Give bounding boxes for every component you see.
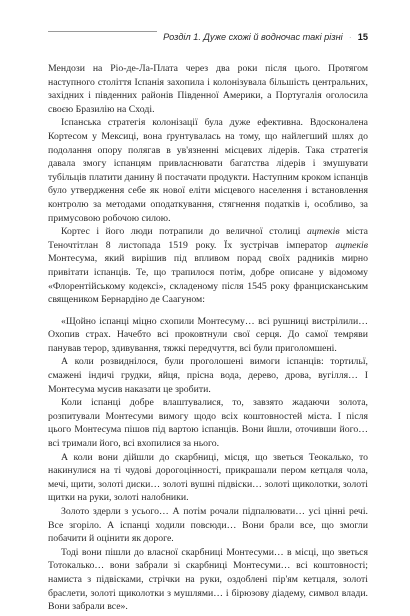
header-separator: · — [348, 32, 352, 42]
aztecs-term: ацтеків — [306, 226, 340, 238]
aztecs-term: ацтеків — [335, 239, 368, 251]
paragraph-cortes-part: Монтесума, який вирішив під впливом порад своїх радників мирно привітати іспанців. Те, що трапилося потім, добре описане у відомому «Флорентійському кодексі», складеному після 1545 року францисканським священиком Бернардіно де Саагуном: — [48, 253, 368, 306]
quote-paragraph: «Щойно іспанці міцно схопили Монтесуму… всі рушниці вистрілили… Охопив страх. Начебто всі проковтнули свої серця. До самої темряви панував терор, здивування, тяжкі передчуття, всі були приголомшені. — [48, 315, 368, 354]
quote-paragraph: А коли розвиднілося, були проголошені вимоги іспанців: тортильї, смажені індичі грудки, яйця, прісна вода, дерево, дрова, вугілля… І Монтесума мусив наказати це зробити. — [48, 356, 368, 395]
paragraph-strategy: Іспанська стратегія колонізації була дуже ефективна. Вдосконалена Кортесом у Мексиці, вона ґрунтувалась на тому, що найлегший шлях до подолання опору полягав в ув'язненні місцевих лідерів. Така стратегія давала змогу іспанцям привласнювати багатства лідерів і змушувати тубільців платити данину й постачати продукти. Наступним кроком іспанців було утвердження себе як нової еліти місцевого населення і встановлення контролю за методами оподаткування, стягнення податків і, особливо, за примусовою робочою силою. — [48, 117, 368, 224]
header-label — [157, 29, 368, 45]
running-header — [0, 0, 410, 52]
page-body — [48, 62, 368, 614]
paragraph-cortes-part: міста Теночтітлан 8 листопада 1519 року. Їх зустрічав імператор — [48, 226, 369, 251]
paragraph-continued: Мендози на Ріо-де-Ла-Плата через два роки після цього. Протягом наступного століття Іспанія захопила і колонізувала більшість центральних, західних і південних районів Південної Америки, а Португалія оголосила своєю Бразилію на Сході. — [48, 63, 368, 115]
page-number: 15 — [357, 32, 368, 42]
quote-paragraph: Тоді вони пішли до власної скарбниці Монтесуми… в місці, що зветься Тотокалько… вони забрали зі скарбниці Монтесуми… всі коштовності; намиста з підвісками, стрічки на руки, оздоблені пір'ям кетцаля, золоті браслети, золоті щиколотки з мушлями… і бірюзову діадему, символ влади. Вони забрали все». — [48, 546, 368, 613]
paragraph-cortes — [48, 225, 368, 307]
paragraph-cortes-part: Кортес і його люди потрапили до величної столиці — [61, 226, 307, 238]
quote-paragraph: Золото здерли з усього… А потім рочали підпалювати… усі цінні речі. Все згоріло. А іспанці ходили повсюди… Вони брали все, що змогли побачити й оцінити як дороге. — [48, 506, 368, 545]
chapter-title: Розділ 1. Дуже схожі й водночас такі різні — [163, 32, 343, 42]
quote-paragraph: А коли вони дійшли до скарбниці, місця, що зветься Теокалько, то накинулися на ті чудові дорогоцінності, прикрашали пером кетцаля чола, мечі, щити, золоті диски… золоті вушні підвіски… золоті щиколотки, золоті щитки на руки, золоті налобники. — [48, 451, 368, 504]
quote-paragraph: Коли іспанці добре влаштувалися, то, завзято жадаючи золота, розпитували Монтесуми вимогу щодо всіх коштовностей міста. І після цього Монтесума пішов під вартою іспанців. Вони йшли, оточивши його… всі тримали його, всі вхопилися за нього. — [48, 397, 368, 450]
